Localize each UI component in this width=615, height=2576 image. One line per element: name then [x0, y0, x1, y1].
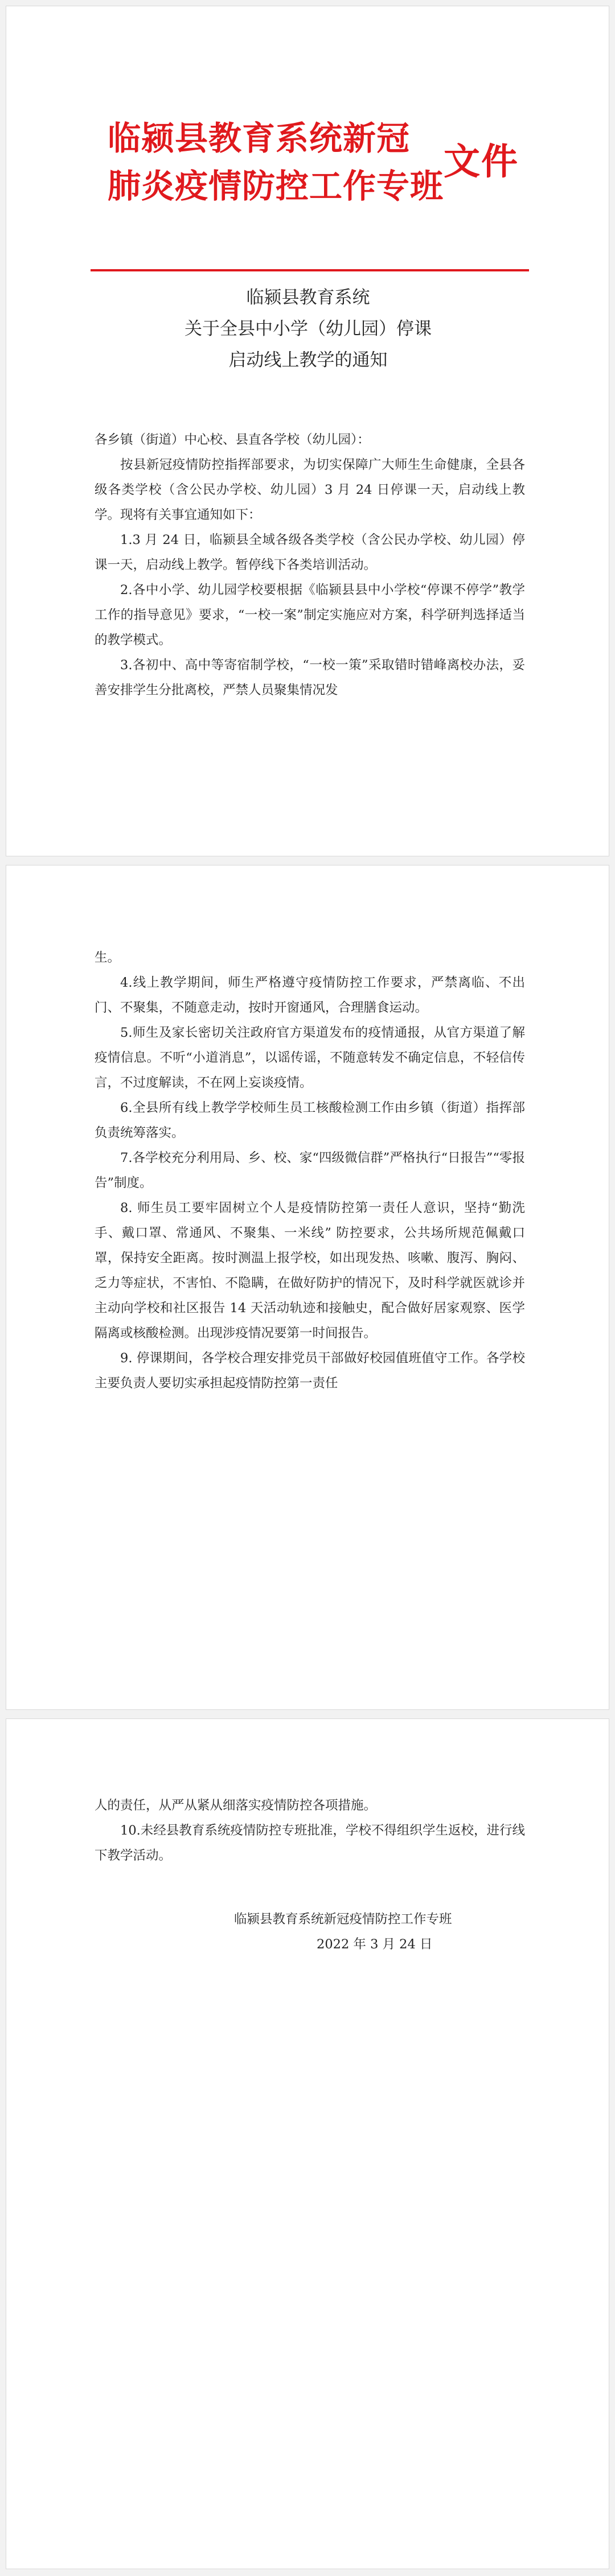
- paragraph: 5.师生及家长密切关注政府官方渠道发布的疫情通报，从官方渠道了解疫情信息。不听“小道消息”，以谣传谣，不随意转发不确定信息，不轻信传言，不过度解读，不在网上妄谈疫情。: [95, 1025, 525, 1090]
- salutation: 各乡镇（街道）中心校、县直各学校（幼儿园）：: [95, 432, 370, 447]
- paragraph: 按县新冠疫情防控指挥部要求，为切实保障广大师生生命健康，全县各级各类学校（含公民办学校、幼儿园）3 月 24 日停课一天，启动线上教学。现将有关事宜通知如下：: [95, 458, 525, 522]
- paragraph: 1.3 月 24 日，临颍县全域各级各类学校（含公民办学校、幼儿园）停课一天，启动线上教学。暂停线下各类培训活动。: [95, 533, 525, 572]
- header-title: [108, 114, 444, 210]
- paragraph: 9. 停课期间，各学校合理安排党员干部做好校园值班值守工作。各学校主要负责人要切实承担起疫情防控第一责任: [95, 1351, 525, 1391]
- document-page-2: [6, 865, 609, 1710]
- notice-title-line-1: 临颍县教育系统: [246, 287, 370, 308]
- paragraph: 7.各学校充分利用局、乡、校、家“四级微信群”严格执行“日报告”“零报告”制度。: [95, 1151, 525, 1190]
- paragraph: 4.线上教学期间，师生严格遵守疫情防控工作要求，严禁离临、不出门、不聚集，不随意走动，按时开窗通风，合理膳食运动。: [95, 975, 525, 1015]
- document-header: [97, 114, 530, 211]
- notice-title: [63, 282, 553, 376]
- signature-date: 2022 年 3 月 24 日: [317, 1937, 433, 1952]
- header-title-line-1: 临颍县教育系统新冠: [108, 119, 411, 158]
- paragraph: 10.未经县教育系统疫情防控专班批准，学校不得组织学生返校，进行线下教学活动。: [95, 1823, 525, 1863]
- paragraph: 人的责任，从严从紧从细落实疫情防控各项措施。: [95, 1798, 377, 1813]
- paragraph: 6.全县所有线上教学学校师生员工核酸检测工作由乡镇（街道）指挥部负责统筹落实。: [95, 1101, 525, 1140]
- header-suffix: 文件: [444, 141, 519, 183]
- paragraph: 8. 师生员工要牢固树立个人是疫情防控第一责任人意识，坚持“勤洗手、戴口罩、常通风、不聚集、一米线” 防控要求，公共场所规范佩戴口罩，保持安全距离。按时测温上报学校，如出现发热、咳嗽、腹泻、胸闷、乏力等症状，不害怕、不隐瞒，在做好防护的情况下，及时科学就医就诊并主动向学校和社区报告 14 天活动轨迹和接触史，配合做好居家观察、医学隔离或核酸检测。出现涉疫情况要第一时间报告。: [95, 1201, 525, 1341]
- notice-title-line-3: 启动线上教学的通知: [228, 350, 388, 370]
- page-1-body: [95, 427, 525, 703]
- page-3-body: [95, 1793, 525, 1868]
- paragraph: 生。: [95, 950, 121, 965]
- red-divider: [91, 269, 529, 271]
- paragraph: 3.各初中、高中等寄宿制学校，“一校一策”采取错时错峰离校办法，妥善安排学生分批离校，严禁人员聚集情况发: [95, 658, 525, 698]
- paragraph: 2.各中小学、幼儿园学校要根据《临颍县县中小学校“停课不停学”教学工作的指导意见》要求，“一校一案”制定实施应对方案，科学研判选择适当的教学模式。: [95, 583, 525, 648]
- document-page-3: [6, 1718, 609, 2569]
- page-2-body: [95, 945, 525, 1396]
- header-title-line-2: 肺炎疫情防控工作专班: [108, 167, 444, 205]
- signature-block: [234, 1907, 530, 1957]
- document-page-1: [6, 6, 609, 856]
- notice-title-line-2: 关于全县中小学（幼儿园）停课: [184, 319, 432, 339]
- signature-organization: 临颍县教育系统新冠疫情防控工作专班: [234, 1912, 452, 1927]
